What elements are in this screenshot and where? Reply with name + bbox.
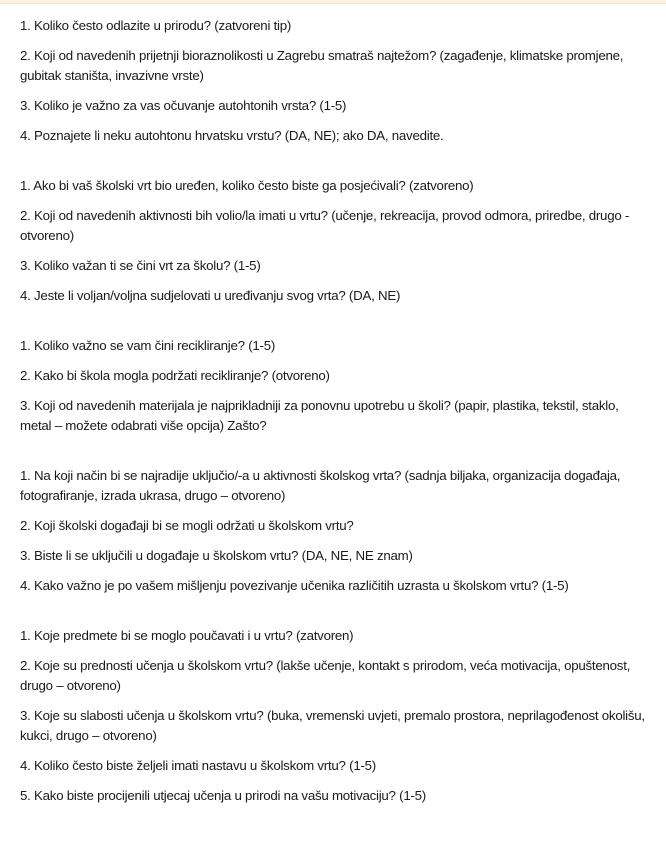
question: 3. Koje su slabosti učenja u školskom vrtu? (buka, vremenski uvjeti, premalo prostora, neprilagođenost okolišu, kukci, drugo – otvoreno) [20, 708, 645, 743]
question: 3. Biste li se uključili u događaje u školskom vrtu? (DA, NE, NE znam) [20, 548, 413, 563]
question: 3. Koliko važan ti se čini vrt za školu? (1-5) [20, 258, 261, 273]
question: 1. Koliko važno se vam čini recikliranje? (1-5) [20, 338, 276, 353]
question: 4. Poznajete li neku autohtonu hrvatsku vrstu? (DA, NE); ako DA, navedite. [20, 128, 444, 143]
section-school-garden [20, 176, 650, 306]
question: 1. Ako bi vaš školski vrt bio uređen, koliko često biste ga posjećivali? (zatvoreno) [20, 178, 474, 193]
question: 1. Koliko često odlazite u prirodu? (zatvoreni tip) [20, 18, 292, 33]
question: 2. Koji od navedenih aktivnosti bih volio/la imati u vrtu? (učenje, rekreacija, provod odmora, priredbe, drugo - otvoreno) [20, 208, 630, 243]
question: 3. Koji od navedenih materijala je najprikladniji za ponovnu upotrebu u školi? (papir, plastika, tekstil, staklo, metal – možete odabrati više opcija) Zašto? [20, 398, 619, 433]
question: 1. Koje predmete bi se moglo poučavati i u vrtu? (zatvoren) [20, 628, 354, 643]
section-nature [20, 16, 650, 146]
section-garden-activities [20, 466, 650, 596]
section-outdoor-learning [20, 626, 650, 806]
question: 2. Koje su prednosti učenja u školskom vrtu? (lakše učenje, kontakt s prirodom, veća motivacija, opuštenost, drugo – otvoreno) [20, 658, 631, 693]
question: 2. Koji od navedenih prijetnji bioraznolikosti u Zagrebu smatraš najtežom? (zagađenje, klimatske promjene, gubitak staništa, invazivne vrste) [20, 48, 624, 83]
question: 4. Kako važno je po vašem mišljenju povezivanje učenika različitih uzrasta u školskom vrtu? (1-5) [20, 578, 569, 593]
window-top-border [0, 0, 666, 4]
question: 2. Kako bi škola mogla podržati recikliranje? (otvoreno) [20, 368, 330, 383]
section-recycling [20, 336, 650, 436]
question: 4. Koliko često biste željeli imati nastavu u školskom vrtu? (1-5) [20, 758, 376, 773]
question: 3. Koliko je važno za vas očuvanje autohtonih vrsta? (1-5) [20, 98, 347, 113]
question: 4. Jeste li voljan/voljna sudjelovati u uređivanju svog vrta? (DA, NE) [20, 288, 401, 303]
question: 2. Koji školski događaji bi se mogli održati u školskom vrtu? [20, 518, 354, 533]
question: 5. Kako biste procijenili utjecaj učenja u prirodi na vašu motivaciju? (1-5) [20, 788, 426, 803]
document-body [20, 16, 650, 816]
question: 1. Na koji način bi se najradije uključio/-a u aktivnosti školskog vrta? (sadnja biljaka, organizacija događaja, fotografiranje, izrada ukrasa, drugo – otvoreno) [20, 468, 621, 503]
